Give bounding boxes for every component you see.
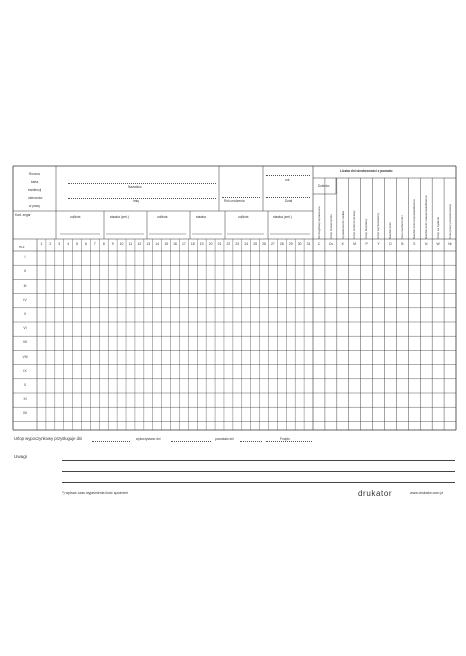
day-number: 15 (164, 242, 168, 246)
kart-zegar-label: Kart. zegar (15, 213, 31, 217)
dept-line[interactable] (266, 197, 310, 198)
title-line-4: obecności (28, 196, 43, 200)
day-number: 9 (111, 242, 114, 246)
title-line-3: ewidencji (28, 188, 42, 192)
change-label-3: od/dnia (157, 215, 168, 219)
change-label-4: stawka (196, 215, 206, 219)
used-days-field[interactable] (171, 441, 211, 442)
change-label-5: od/dnia (238, 215, 249, 219)
absence-column-header: Urlop na żądanie (436, 217, 440, 239)
year-label: rok (285, 178, 290, 182)
day-number: 28 (279, 242, 284, 246)
child-label: Dziecko (318, 184, 330, 188)
day-number: 25 (253, 242, 257, 246)
remaining-label: pozostało dni (215, 437, 234, 441)
surname-label: Nazwisko (128, 185, 142, 189)
day-number: 16 (173, 242, 177, 246)
day-number: 17 (181, 242, 186, 246)
month-label: VII (22, 340, 28, 345)
birth-year-line[interactable] (222, 197, 260, 198)
day-number: 29 (288, 242, 293, 246)
absence-column-header: Urlop macierzyński (328, 214, 333, 239)
day-number: 27 (271, 242, 275, 246)
remarks-line-1[interactable] (62, 460, 455, 461)
day-number: 7 (93, 242, 96, 246)
day-number: 1 (40, 242, 43, 246)
day-number: 2 (49, 242, 52, 246)
vacation-label: Urlop wypoczynkowy przysługuje dni (14, 436, 83, 441)
year-line[interactable] (266, 175, 310, 176)
vacation-days-field[interactable] (92, 441, 130, 442)
day-number: 23 (235, 242, 240, 246)
summary-code: C (317, 242, 321, 246)
month-label: V (23, 311, 27, 316)
day-number: 31 (306, 242, 311, 246)
month-label: I (24, 255, 26, 260)
birth-year-label: Rok urodzenia (224, 199, 245, 203)
day-number: 30 (297, 242, 302, 246)
summary-code: Cs (328, 242, 333, 246)
day-number: 8 (102, 242, 105, 246)
month-label: III (23, 283, 27, 288)
signature-label: Podpis (280, 437, 290, 441)
firstname-line[interactable] (68, 198, 216, 199)
summary-code: B (401, 242, 404, 246)
change-label-6: stawka (zmł.) (273, 215, 292, 219)
summary-code: K (341, 242, 344, 246)
change-label-2: stawka (zmł.) (110, 215, 129, 219)
month-label: X (23, 382, 27, 387)
firstname-label: Imię (133, 199, 140, 203)
month-label: XI (23, 397, 27, 402)
day-number: 11 (128, 242, 133, 246)
day-number: 5 (76, 242, 78, 246)
used-label: wykorzystano dni (136, 437, 161, 441)
footnote: *) wpisać czas wyjaśnienia ilość spóźnień (62, 491, 129, 495)
website: www.drukator.com.pl (410, 491, 444, 495)
summary-code: D (389, 242, 392, 246)
brand-logo: drukator (358, 489, 393, 498)
month-label: II (24, 269, 26, 274)
summary-code: N (424, 242, 428, 246)
day-number: 10 (119, 242, 124, 246)
absence-header: Liczba dni nieobecności z powodu (340, 169, 393, 173)
day-number: 20 (208, 242, 213, 246)
dept-label: Dział (285, 199, 293, 203)
remarks-label: Uwagi (14, 454, 27, 459)
day-number: 22 (226, 242, 231, 246)
absence-column-header: Urlop wychowawczy (376, 212, 381, 239)
absence-column-header: Czas pracy przepracowany (447, 204, 452, 239)
summary-code: Nr (448, 242, 452, 246)
absence-column-header: Inne nieobecności (400, 215, 405, 239)
day-number: 6 (85, 242, 87, 246)
summary-code: S (413, 242, 416, 246)
day-number: 21 (217, 242, 222, 246)
day-number: 18 (190, 242, 195, 246)
change-label-1: od/dnia (70, 215, 81, 219)
month-label: IX (23, 368, 27, 373)
day-number: 19 (199, 242, 204, 246)
day-number: 12 (137, 242, 142, 246)
title-line-2: karta (31, 180, 39, 184)
absence-column-header: Szczegółowy uprawnione (316, 206, 321, 239)
remarks-line-3[interactable] (62, 482, 455, 483)
month-label: VIII (22, 354, 28, 359)
absence-column-header: Uprawienia do zasiłku (340, 210, 345, 239)
month-label: XII (22, 411, 28, 416)
remaining-days-field[interactable] (240, 441, 262, 442)
day-number: 14 (155, 242, 160, 246)
summary-code: P (365, 242, 368, 246)
day-number: 26 (262, 242, 266, 246)
month-label: VI (23, 326, 27, 331)
month-header: m-c (19, 245, 25, 249)
remarks-line-2[interactable] (62, 471, 455, 472)
title-line-5: w pracy (29, 204, 40, 208)
day-number: 13 (146, 242, 151, 246)
absence-column-header: Nieobecność (388, 222, 393, 239)
month-label: IV (23, 297, 27, 302)
absence-column-header: Nieobecność usprawiedliwiona (412, 199, 417, 239)
summary-code: Y (377, 242, 380, 246)
absence-column-header: Nieobecność nieusprawiedliwiona (424, 195, 429, 239)
signature-field[interactable] (266, 441, 312, 442)
day-number: 3 (58, 242, 61, 246)
summary-code: W (436, 242, 440, 246)
absence-column-header: Urlop okolicznościowy (352, 210, 357, 239)
surname-line[interactable] (68, 183, 216, 184)
summary-code: M (353, 242, 357, 246)
day-number: 24 (244, 242, 249, 246)
title-line-1: Roczna (29, 172, 40, 176)
day-number: 4 (67, 242, 70, 246)
absence-column-header: Urlop bezpłatny (364, 218, 369, 239)
